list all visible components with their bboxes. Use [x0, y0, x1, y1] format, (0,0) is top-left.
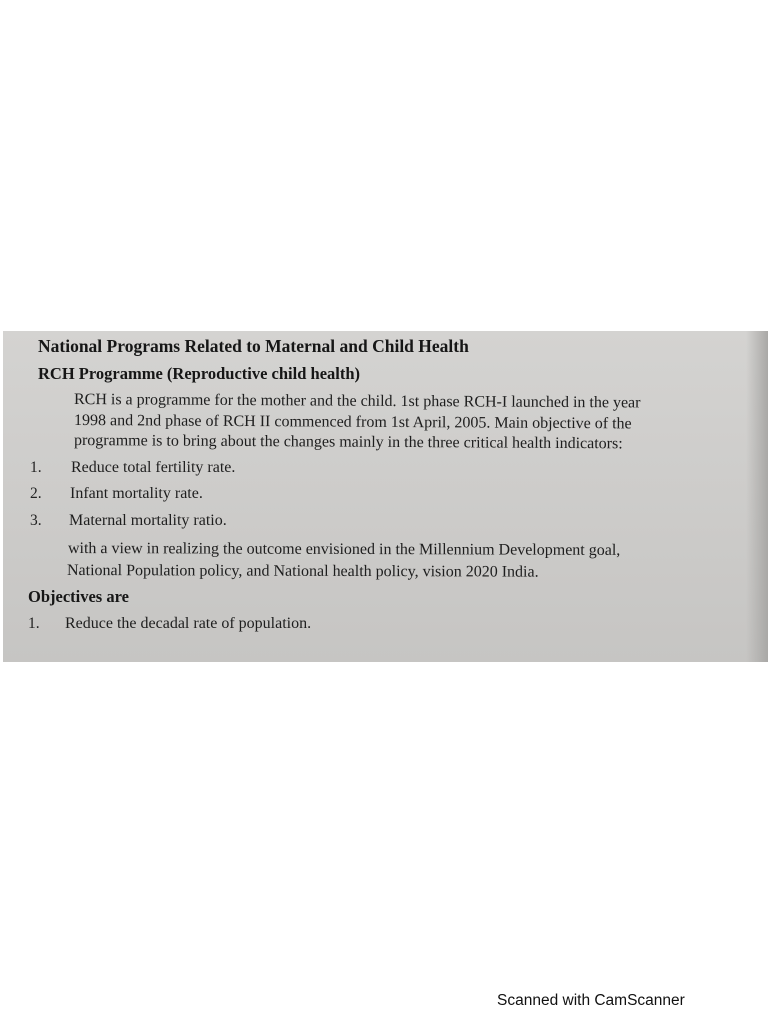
list-item: Reduce total fertility rate.	[71, 459, 236, 476]
list-number: 1.	[30, 459, 42, 476]
intro-line: RCH is a programme for the mother and the child. 1st phase RCH-I launched in the year	[73, 391, 641, 412]
list-number: 2.	[30, 485, 42, 502]
intro-line: programme is to bring about the changes mainly in the three critical health indicators:	[73, 432, 623, 453]
document-title: National Programs Related to Maternal and Child Health	[38, 336, 469, 356]
list-item: Infant mortality rate.	[70, 485, 203, 502]
objectives-heading: Objectives are	[28, 587, 129, 606]
list-number: 3.	[30, 512, 42, 529]
list-item: Maternal mortality ratio.	[69, 512, 227, 529]
intro-line: 1998 and 2nd phase of RCH II commenced from 1st April, 2005. Main objective of the	[73, 412, 632, 433]
section-heading: RCH Programme (Reproductive child health)	[38, 364, 361, 383]
list-item: Reduce the decadal rate of population.	[65, 615, 312, 632]
scanned-page	[3, 331, 768, 662]
list-number: 1.	[28, 615, 40, 632]
camscanner-watermark: Scanned with CamScanner	[497, 992, 685, 1009]
outcome-line: with a view in realizing the outcome envisioned in the Millennium Development goal,	[67, 540, 621, 559]
outcome-line: National Population policy, and National health policy, vision 2020 India.	[66, 562, 539, 581]
